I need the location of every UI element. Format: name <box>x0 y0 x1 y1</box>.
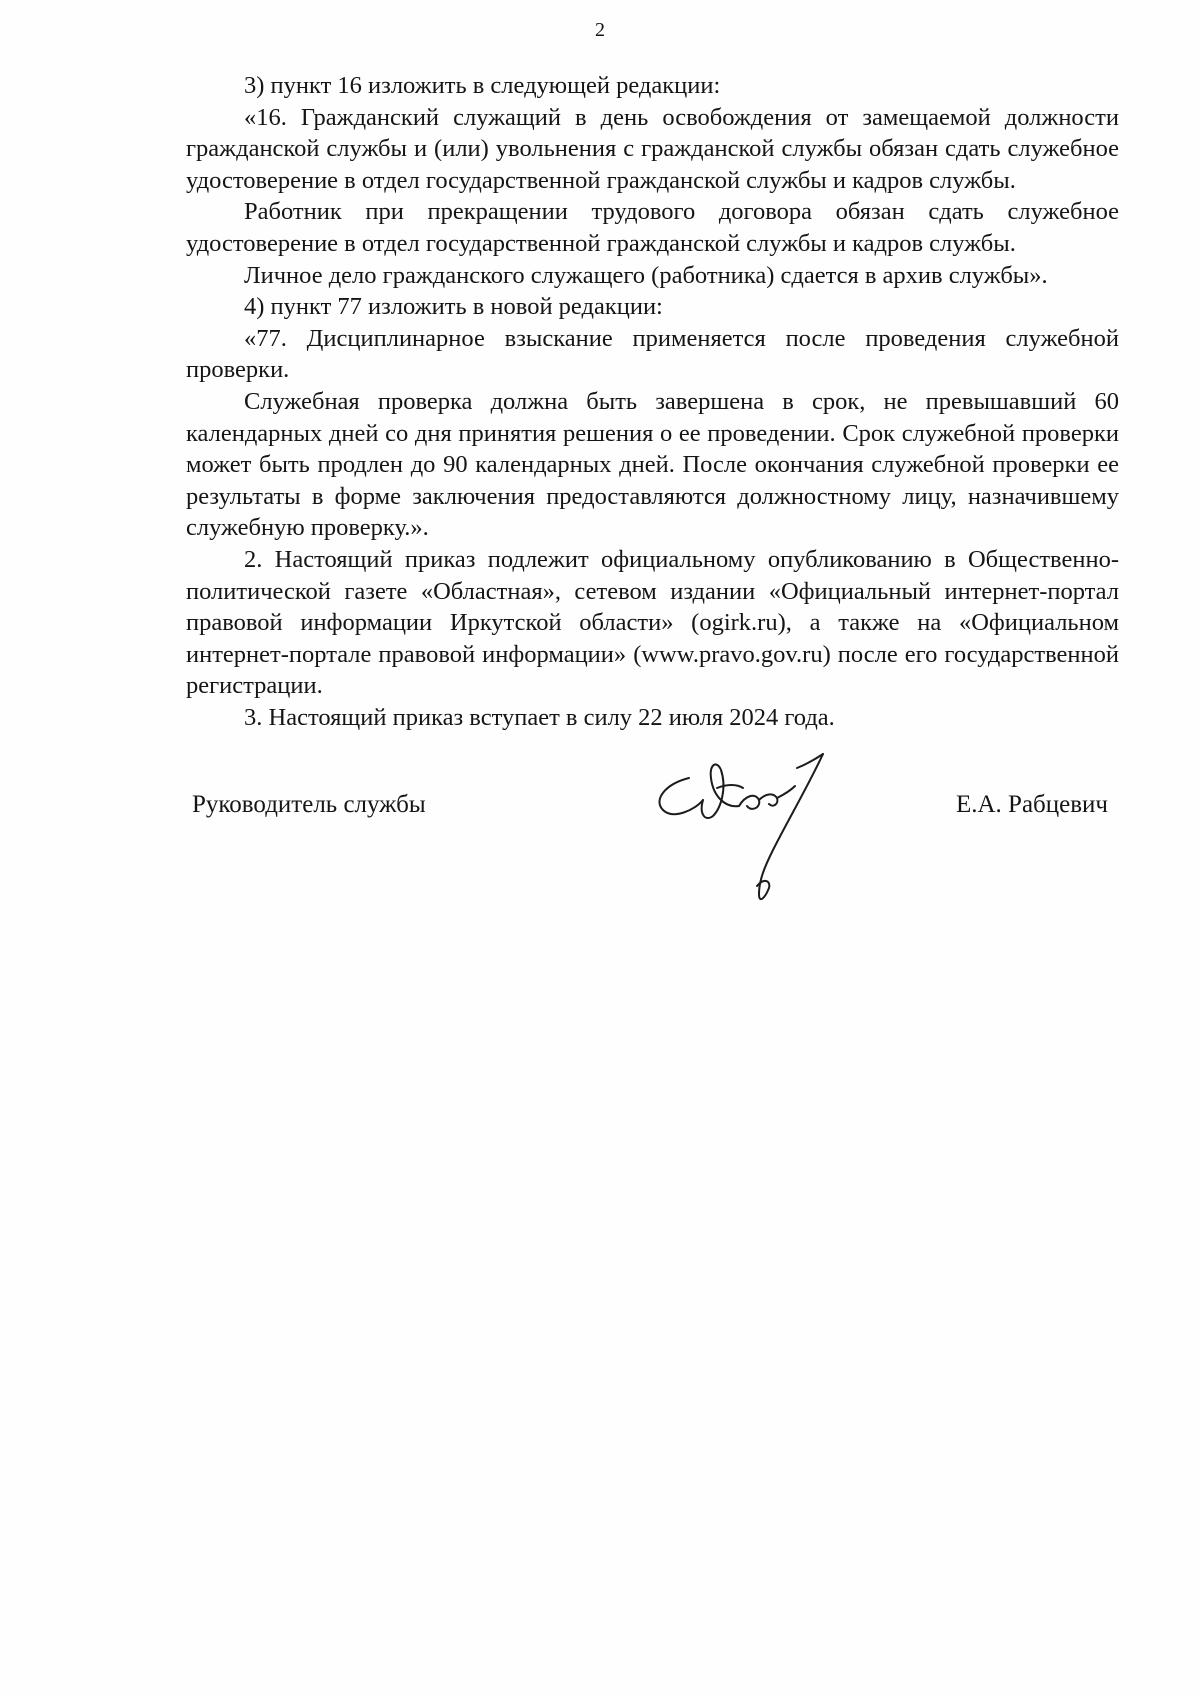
signature-block <box>192 790 1112 930</box>
paragraph-item-16-text: «16. Гражданский служащий в день освобождения от замещаемой должности гражданской службы и (или) увольнения с гражданской службы обязан сдать служебное удостоверение в отдел государственной гражданской службы и кадров службы. <box>186 103 1119 194</box>
handwritten-signature <box>647 748 847 928</box>
paragraph-item-77-text: «77. Дисциплинарное взыскание применяется после проведения служебной проверки. <box>186 324 1119 384</box>
document-body <box>186 70 1119 733</box>
signer-position: Руководитель службы <box>192 791 426 818</box>
paragraph-item-3: 3) пункт 16 изложить в следующей редакции: <box>244 72 721 99</box>
signer-name: Е.А. Рабцевич <box>955 791 1108 818</box>
page-number: 2 <box>595 19 605 41</box>
paragraph-inspection-term: Служебная проверка должна быть завершена в срок, не превышавший 60 календарных дней со дня принятия решения о ее проведении. Срок служебной проверки может быть продлен до 90 календарных дней. После окончания служебной проверки ее результаты в форме заключения предоставляются должностному лицу, назначившему служебную проверку.». <box>186 387 1119 542</box>
paragraph-publication: 2. Настоящий приказ подлежит официальному опубликованию в Общественно-политической газете «Областная», сетевом издании «Официальный интернет-портал правовой информации Иркутской области» (ogirk.ru), а также на «Официальном интернет-портале правовой информации» (www.pravo.gov.ru) после его государственной регистрации. <box>186 545 1119 700</box>
paragraph-item-4: 4) пункт 77 изложить в новой редакции: <box>244 293 663 321</box>
paragraph-employee-termination: Работник при прекращении трудового договора обязан сдать служебное удостоверение в отдел государственной гражданской службы и кадров службы. <box>186 198 1119 257</box>
paragraph-effective-date: 3. Настоящий приказ вступает в силу 22 июля 2024 года. <box>244 703 835 731</box>
paragraph-personal-file: Личное дело гражданского служащего (работника) сдается в архив службы». <box>244 261 1048 289</box>
